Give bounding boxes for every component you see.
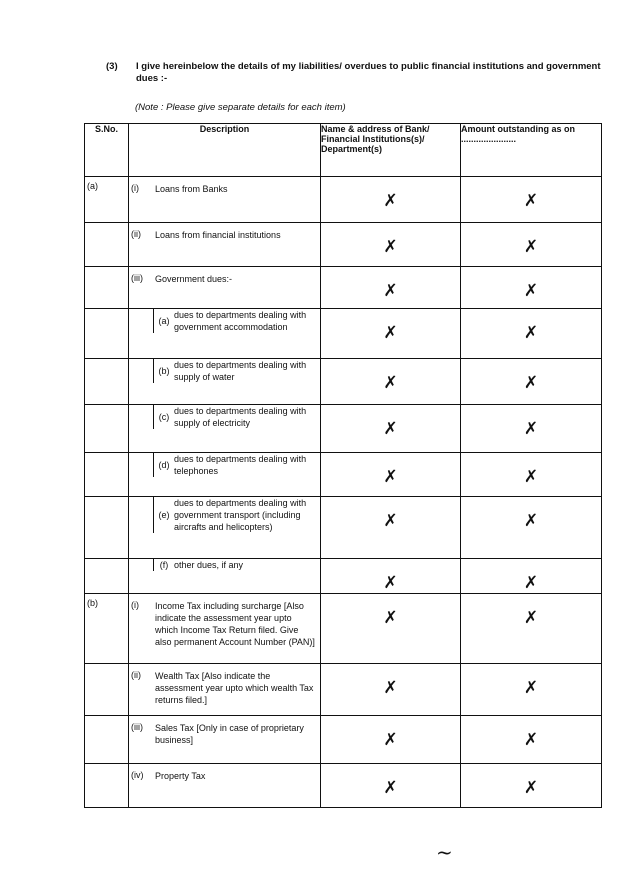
row-sno <box>85 716 129 764</box>
cross-mark: ✗ <box>383 281 398 301</box>
cross-mark: ✗ <box>523 373 539 393</box>
cross-mark: ✗ <box>383 323 398 343</box>
row-description <box>129 497 321 559</box>
cross-mark: ✗ <box>523 191 539 211</box>
cross-mark: ✗ <box>383 678 398 698</box>
table-row <box>85 559 602 594</box>
row-amount-cell <box>461 453 602 497</box>
cross-mark: ✗ <box>383 778 398 798</box>
row-name-cell <box>321 594 461 664</box>
header-description: Description <box>129 124 321 177</box>
cross-mark: ✗ <box>383 237 398 257</box>
row-description <box>129 223 321 267</box>
row-name-cell <box>321 359 461 405</box>
cross-mark: ✗ <box>383 511 398 531</box>
row-amount-cell <box>461 594 602 664</box>
row-alpha: (f) <box>159 560 169 570</box>
row-name-cell <box>321 267 461 309</box>
row-description <box>129 664 321 716</box>
row-desc-text: dues to departments dealing with supply of electricity <box>174 406 307 428</box>
row-sno <box>85 405 129 453</box>
cross-mark: ✗ <box>383 191 398 211</box>
header-amount: Amount outstanding as on ...................... <box>461 124 602 177</box>
row-alpha: (d) <box>158 460 170 470</box>
row-desc-text: other dues, if any <box>174 560 244 570</box>
table-row <box>85 267 602 309</box>
table-row <box>85 177 602 223</box>
table-row <box>85 664 602 716</box>
table-row <box>85 453 602 497</box>
row-name-cell <box>321 223 461 267</box>
row-desc-text: dues to departments dealing with government accommodation <box>174 310 307 332</box>
cross-mark: ✗ <box>523 281 539 301</box>
row-desc-text: dues to departments dealing with supply of water <box>174 360 307 382</box>
cross-mark: ✗ <box>383 608 398 628</box>
row-description <box>129 405 321 453</box>
row-roman: (ii) <box>131 229 141 239</box>
cross-mark: ✗ <box>523 419 539 439</box>
row-desc-text: Government dues:- <box>155 274 233 284</box>
row-amount-cell <box>461 559 602 594</box>
row-roman: (iv) <box>131 770 144 780</box>
intro-text: I give hereinbelow the details of my liabilities/ overdues to public financial institutions and government dues :- <box>136 61 601 84</box>
row-amount-cell <box>461 664 602 716</box>
row-desc-text: Loans from Banks <box>155 184 228 194</box>
cross-mark: ✗ <box>383 419 398 439</box>
row-name-cell <box>321 309 461 359</box>
table-header-row <box>85 124 602 177</box>
row-amount-cell <box>461 405 602 453</box>
row-name-cell <box>321 716 461 764</box>
table-row <box>85 309 602 359</box>
row-name-cell <box>321 559 461 594</box>
row-sno <box>85 453 129 497</box>
row-desc-text: dues to departments dealing with telephones <box>174 454 307 476</box>
row-amount-cell <box>461 497 602 559</box>
row-roman: (iii) <box>131 722 143 732</box>
table-row <box>85 594 602 664</box>
row-description <box>129 594 321 664</box>
signature-mark: ~ <box>436 840 453 864</box>
cross-mark: ✗ <box>383 730 398 750</box>
cross-mark: ✗ <box>523 323 539 343</box>
note-text: (Note : Please give separate details for each item) <box>135 102 346 113</box>
row-sno <box>85 359 129 405</box>
row-amount-cell <box>461 764 602 808</box>
row-desc-text: Sales Tax [Only in case of proprietary business] <box>155 723 304 745</box>
cross-mark: ✗ <box>383 467 398 487</box>
row-sno <box>85 223 129 267</box>
table-row <box>85 764 602 808</box>
row-desc-text: Loans from financial institutions <box>155 230 281 240</box>
cross-mark: ✗ <box>523 608 539 628</box>
liabilities-table <box>84 123 602 808</box>
table-row <box>85 359 602 405</box>
row-roman: (i) <box>131 600 139 610</box>
row-sno <box>85 309 129 359</box>
row-amount-cell <box>461 309 602 359</box>
row-description <box>129 453 321 497</box>
row-sno: (a) <box>85 177 129 223</box>
table-row <box>85 405 602 453</box>
cross-mark: ✗ <box>383 573 398 593</box>
table-row <box>85 716 602 764</box>
row-amount-cell <box>461 267 602 309</box>
row-alpha: (c) <box>158 412 170 422</box>
row-sno <box>85 664 129 716</box>
row-sno: (b) <box>85 594 129 664</box>
row-description <box>129 716 321 764</box>
row-sno <box>85 764 129 808</box>
row-roman: (iii) <box>131 273 143 283</box>
row-desc-text: dues to departments dealing with government transport (including aircrafts and helicopters) <box>174 498 307 532</box>
intro-number: (3) <box>106 61 118 72</box>
row-description <box>129 559 321 594</box>
cross-mark: ✗ <box>523 511 539 531</box>
header-name-address: Name & address of Bank/ Financial Institutions(s)/ Department(s) <box>321 124 461 177</box>
row-amount-cell <box>461 177 602 223</box>
cross-mark: ✗ <box>523 730 539 750</box>
table-row <box>85 223 602 267</box>
row-amount-cell <box>461 223 602 267</box>
row-description <box>129 309 321 359</box>
cross-mark: ✗ <box>523 467 539 487</box>
cross-mark: ✗ <box>523 678 539 698</box>
row-name-cell <box>321 664 461 716</box>
row-desc-text: Wealth Tax [Also indicate the assessment year upto which wealth Tax returns filed.] <box>155 671 314 705</box>
table-row <box>85 497 602 559</box>
row-roman: (i) <box>131 183 139 193</box>
row-name-cell <box>321 497 461 559</box>
cross-mark: ✗ <box>383 373 398 393</box>
row-sno <box>85 267 129 309</box>
row-sno <box>85 497 129 559</box>
row-description <box>129 359 321 405</box>
row-description <box>129 764 321 808</box>
row-amount-cell <box>461 359 602 405</box>
row-alpha: (a) <box>158 316 170 326</box>
row-description <box>129 177 321 223</box>
header-sno: S.No. <box>85 124 129 177</box>
row-description <box>129 267 321 309</box>
row-roman: (ii) <box>131 670 141 680</box>
row-name-cell <box>321 764 461 808</box>
cross-mark: ✗ <box>523 573 539 593</box>
row-amount-cell <box>461 716 602 764</box>
row-desc-text: Property Tax <box>155 771 206 781</box>
row-name-cell <box>321 177 461 223</box>
row-name-cell <box>321 405 461 453</box>
row-name-cell <box>321 453 461 497</box>
cross-mark: ✗ <box>523 237 539 257</box>
row-sno <box>85 559 129 594</box>
row-alpha: (b) <box>158 366 170 376</box>
row-desc-text: Income Tax including surcharge [Also indicate the assessment year upto which Income Tax Return filed. Give also permanent Account Number (PAN)] <box>155 601 315 647</box>
row-alpha: (e) <box>158 510 170 520</box>
cross-mark: ✗ <box>523 778 539 798</box>
